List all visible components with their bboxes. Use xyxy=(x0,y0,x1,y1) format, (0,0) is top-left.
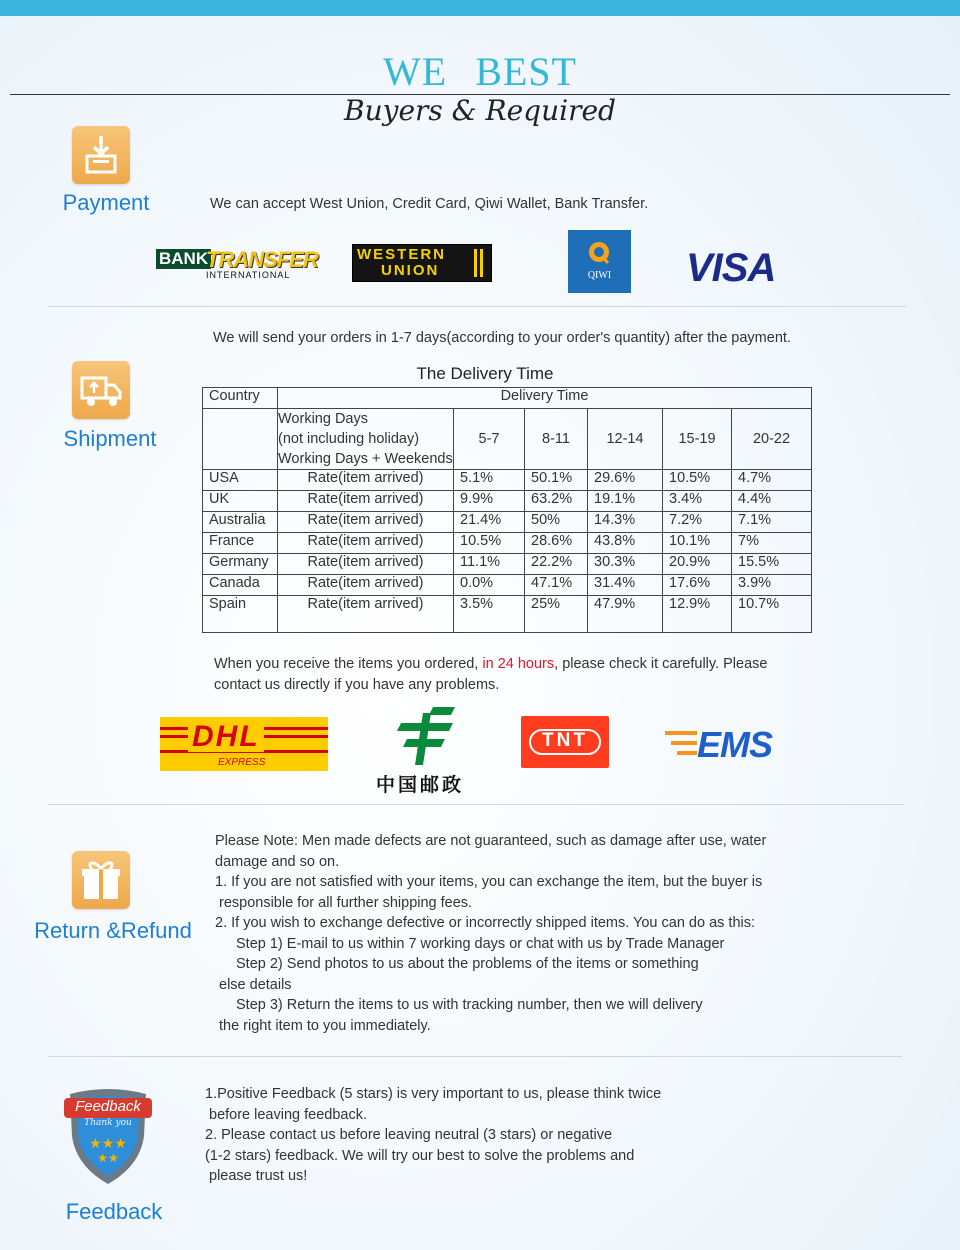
rate-cell: 47.1% xyxy=(525,575,588,596)
payment-icon xyxy=(72,126,130,184)
delivery-table-title: The Delivery Time xyxy=(416,364,554,383)
section-divider xyxy=(48,306,906,307)
rate-label-cell: Rate(item arrived) xyxy=(278,533,454,554)
refund-line: the right item to you immediately. xyxy=(219,1017,431,1034)
header-delivery: Delivery Time xyxy=(278,388,812,409)
rate-cell: 10.5% xyxy=(663,470,732,491)
rate-cell: 5.1% xyxy=(454,470,525,491)
rate-cell: 19.1% xyxy=(588,491,663,512)
feedback-line: before leaving feedback. xyxy=(209,1106,367,1123)
feedback-line: please trust us! xyxy=(209,1168,308,1184)
rate-cell: 47.9% xyxy=(588,596,663,633)
notice-part-a: When you receive the items you ordered, xyxy=(214,656,483,672)
bank-transfer-logo xyxy=(156,247,318,283)
country-cell: Canada xyxy=(203,575,278,596)
feedback-line: 1.Positive Feedback (5 stars) is very important to us, please think twice xyxy=(205,1086,662,1102)
refund-line: else details xyxy=(219,976,292,993)
rate-label-cell: Rate(item arrived) xyxy=(278,491,454,512)
refund-line: Step 2) Send photos to us about the problems of the items or something xyxy=(236,956,699,972)
brand-title xyxy=(0,48,960,95)
country-cell: USA xyxy=(203,470,278,491)
table-row xyxy=(203,470,812,491)
rate-cell: 10.7% xyxy=(732,596,812,633)
ems-text: EMS xyxy=(697,724,773,765)
notice-part-b: , please check it carefully. Please xyxy=(554,656,768,672)
rate-cell: 7.2% xyxy=(663,512,732,533)
refund-line: responsible for all further shipping fees. xyxy=(219,894,473,911)
brand-word-2: BEST xyxy=(475,49,577,94)
working-days-cell xyxy=(278,409,454,470)
qiwi-logo xyxy=(568,230,631,293)
gift-icon xyxy=(72,851,130,909)
visa-logo: VISA xyxy=(686,246,776,290)
rate-cell: 12.9% xyxy=(663,596,732,633)
dhl-express: EXPRESS xyxy=(218,757,266,768)
wu-line-2: UNION xyxy=(381,262,440,279)
col-12-14: 12-14 xyxy=(588,409,663,470)
rate-cell: 3.9% xyxy=(732,575,812,596)
section-divider xyxy=(48,1056,902,1057)
refund-label: Return &Refund xyxy=(34,918,192,943)
rate-cell: 20.9% xyxy=(663,554,732,575)
rate-cell: 3.5% xyxy=(454,596,525,633)
rate-label-cell: Rate(item arrived) xyxy=(278,575,454,596)
header-country: Country xyxy=(203,388,278,409)
rate-cell: 22.2% xyxy=(525,554,588,575)
brand-script: Buyers & Required xyxy=(344,94,616,127)
rate-label-cell: Rate(item arrived) xyxy=(278,470,454,491)
rate-cell: 10.1% xyxy=(663,533,732,554)
refund-line: 1. If you are not satisfied with your items, you can exchange the item, but the buyer is xyxy=(215,874,763,890)
rate-cell: 43.8% xyxy=(588,533,663,554)
rate-cell: 7.1% xyxy=(732,512,812,533)
country-cell: Germany xyxy=(203,554,278,575)
rate-label-cell: Rate(item arrived) xyxy=(278,554,454,575)
truck-icon xyxy=(72,361,130,419)
bank-logo-transfer: TRANSFER xyxy=(206,247,318,272)
china-post-emblem xyxy=(393,705,459,767)
table-row xyxy=(203,554,812,575)
dhl-text: DHL xyxy=(188,722,264,752)
rate-cell: 11.1% xyxy=(454,554,525,575)
table-header-row xyxy=(203,388,812,409)
rate-cell: 31.4% xyxy=(588,575,663,596)
western-union-logo xyxy=(352,244,492,282)
refund-line: Please Note: Men made defects are not guaranteed, such as damage after use, water xyxy=(215,833,767,849)
bank-logo-word: BANK xyxy=(156,249,211,269)
delivery-table xyxy=(202,387,812,633)
rate-cell: 4.4% xyxy=(732,491,812,512)
rate-cell: 63.2% xyxy=(525,491,588,512)
rate-cell: 15.5% xyxy=(732,554,812,575)
tnt-logo xyxy=(521,716,609,768)
refund-line: Step 3) Return the items to us with tracking number, then we will delivery xyxy=(236,997,703,1013)
payment-label: Payment xyxy=(62,190,150,215)
receive-notice xyxy=(214,654,834,695)
qiwi-text: QIWI xyxy=(587,270,612,281)
col-5-7: 5-7 xyxy=(454,409,525,470)
rate-cell: 17.6% xyxy=(663,575,732,596)
table-subheader-row xyxy=(203,409,812,470)
notice-highlight: in 24 hours xyxy=(482,656,555,672)
working-days-1: Working Days xyxy=(278,411,368,427)
feedback-line: (1-2 stars) feedback. We will try our best to solve the problems and xyxy=(205,1147,635,1164)
feedback-line: 2. Please contact us before leaving neutral (3 stars) or negative xyxy=(205,1127,613,1143)
rate-cell: 28.6% xyxy=(525,533,588,554)
wu-line-1: WESTERN xyxy=(357,246,446,263)
col-20-22: 20-22 xyxy=(732,409,812,470)
shipment-intro: We will send your orders in 1-7 days(according to your order's quantity) after the payment. xyxy=(213,330,791,346)
tnt-text: TNT xyxy=(542,730,588,751)
badge-sub: Thank you xyxy=(84,1118,132,1128)
feedback-label: Feedback xyxy=(65,1199,163,1224)
feedback-text xyxy=(205,1084,725,1187)
svg-text:★★: ★★ xyxy=(97,1151,119,1165)
working-days-2: (not including holiday) xyxy=(278,431,420,447)
rate-cell: 29.6% xyxy=(588,470,663,491)
brand-word-1: WE xyxy=(383,49,448,94)
shipment-label: Shipment xyxy=(63,426,157,451)
table-row xyxy=(203,491,812,512)
refund-line: 2. If you wish to exchange defective or incorrectly shipped items. You can do as this: xyxy=(215,915,756,931)
table-row xyxy=(203,533,812,554)
top-bar xyxy=(0,0,960,16)
rate-cell: 21.4% xyxy=(454,512,525,533)
rate-cell: 3.4% xyxy=(663,491,732,512)
rate-cell: 30.3% xyxy=(588,554,663,575)
country-cell: Australia xyxy=(203,512,278,533)
rate-label-cell: Rate(item arrived) xyxy=(278,512,454,533)
dhl-logo xyxy=(160,717,328,771)
rate-cell: 7% xyxy=(732,533,812,554)
badge-title: Feedback xyxy=(75,1098,141,1115)
table-row xyxy=(203,512,812,533)
table-row xyxy=(203,596,812,633)
rate-cell: 10.5% xyxy=(454,533,525,554)
country-cell: France xyxy=(203,533,278,554)
country-cell: Spain xyxy=(203,596,278,633)
refund-line: damage and so on. xyxy=(215,853,340,870)
feedback-badge xyxy=(60,1086,156,1186)
section-divider xyxy=(48,804,904,805)
svg-text:★★★: ★★★ xyxy=(89,1135,127,1151)
rate-cell: 4.7% xyxy=(732,470,812,491)
rate-cell: 14.3% xyxy=(588,512,663,533)
refund-text xyxy=(215,831,815,1036)
bank-logo-intl: INTERNATIONAL xyxy=(206,270,291,280)
table-row xyxy=(203,575,812,596)
rate-cell: 50.1% xyxy=(525,470,588,491)
refund-line: Step 1) E-mail to us within 7 working days or chat with us by Trade Manager xyxy=(236,935,725,952)
rate-label-cell: Rate(item arrived) xyxy=(278,596,454,633)
rate-cell: 50% xyxy=(525,512,588,533)
notice-part-c: contact us directly if you have any problems. xyxy=(214,676,500,693)
payment-text: We can accept West Union, Credit Card, Qiwi Wallet, Bank Transfer. xyxy=(210,196,649,212)
col-8-11: 8-11 xyxy=(525,409,588,470)
china-post-text: 中国邮政 xyxy=(376,775,465,796)
rate-cell: 0.0% xyxy=(454,575,525,596)
rate-cell: 9.9% xyxy=(454,491,525,512)
working-days-3: Working Days + Weekends xyxy=(278,451,453,467)
ems-logo xyxy=(665,724,785,766)
col-15-19: 15-19 xyxy=(663,409,732,470)
country-cell: UK xyxy=(203,491,278,512)
rate-cell: 25% xyxy=(525,596,588,633)
